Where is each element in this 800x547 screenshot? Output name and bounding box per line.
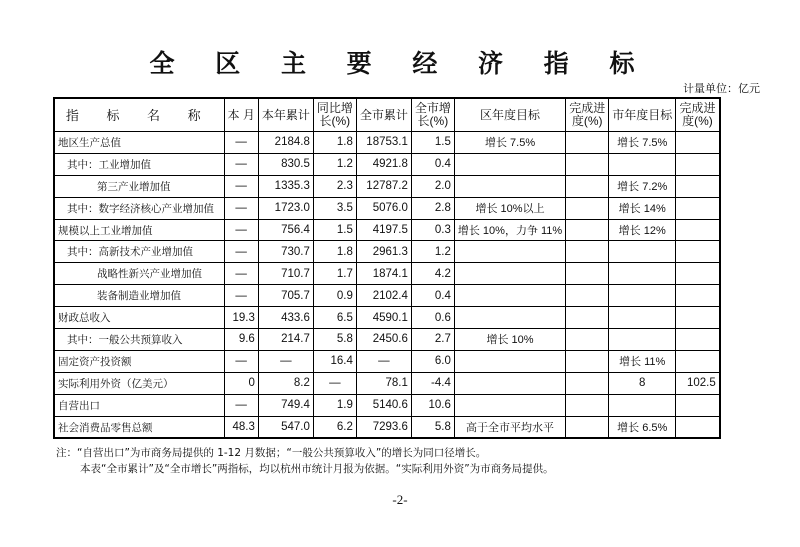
table-row — [54, 285, 720, 307]
cell-city-progress — [676, 285, 720, 307]
note-line: 注：“自营出口”为市商务局提供的 1-12 月数据；“一般公共预算收入”的增长为同口径增长。 — [56, 447, 487, 459]
cell-yoy: 5.8 — [313, 329, 356, 351]
cell-city-target: 增长 6.5% — [609, 416, 676, 438]
page-number: -2- — [392, 492, 408, 507]
cell-district-target — [454, 241, 565, 263]
cell-city-growth: 2.8 — [411, 197, 454, 219]
cell-month: 0 — [224, 372, 258, 394]
cell-district-progress — [566, 175, 609, 197]
cell-month: 19.3 — [224, 307, 258, 329]
cell-city-target: 增长 7.2% — [609, 175, 676, 197]
cell-name: 其中：高新技术产业增加值 — [54, 241, 224, 263]
cell-ytd: 214.7 — [258, 329, 313, 351]
header-month: 本 月 — [224, 98, 258, 132]
cell-ytd: 1723.0 — [258, 197, 313, 219]
cell-city-growth: 5.8 — [411, 416, 454, 438]
cell-district-target: 高于全市平均水平 — [454, 416, 565, 438]
cell-city-growth: 4.2 — [411, 263, 454, 285]
cell-city-target: 增长 12% — [609, 219, 676, 241]
cell-month: — — [224, 263, 258, 285]
cell-city-ytd: 4921.8 — [356, 153, 411, 175]
header-district-target: 区年度目标 — [454, 98, 565, 132]
cell-district-target: 增长 10% — [454, 329, 565, 351]
cell-city-progress — [676, 241, 720, 263]
cell-yoy: 2.3 — [313, 175, 356, 197]
cell-name: 其中：工业增加值 — [54, 153, 224, 175]
cell-name: 社会消费品零售总额 — [54, 416, 224, 438]
cell-ytd: 1335.3 — [258, 175, 313, 197]
header-ytd: 本年累计 — [258, 98, 313, 132]
cell-city-progress — [676, 263, 720, 285]
cell-city-ytd: 78.1 — [356, 372, 411, 394]
cell-district-progress — [566, 153, 609, 175]
cell-city-target — [609, 241, 676, 263]
cell-yoy: 1.5 — [313, 219, 356, 241]
cell-district-target — [454, 372, 565, 394]
cell-city-progress — [676, 329, 720, 351]
cell-city-ytd: 12787.2 — [356, 175, 411, 197]
cell-name: 装备制造业增加值 — [54, 285, 224, 307]
cell-city-progress — [676, 153, 720, 175]
cell-city-ytd: 2102.4 — [356, 285, 411, 307]
header-city-target: 市年度目标 — [609, 98, 676, 132]
cell-ytd: 730.7 — [258, 241, 313, 263]
unit-label: 计量单位：亿元 — [683, 82, 760, 95]
cell-name: 战略性新兴产业增加值 — [54, 263, 224, 285]
table-row — [54, 241, 720, 263]
cell-district-progress — [566, 350, 609, 372]
cell-name: 第三产业增加值 — [54, 175, 224, 197]
cell-city-target — [609, 394, 676, 416]
cell-month: — — [224, 175, 258, 197]
table-row — [54, 197, 720, 219]
cell-city-target: 增长 11% — [609, 350, 676, 372]
cell-city-growth: 0.3 — [411, 219, 454, 241]
cell-city-progress — [676, 416, 720, 438]
cell-month: — — [224, 241, 258, 263]
cell-name: 实际利用外资（亿美元） — [54, 372, 224, 394]
cell-yoy: 16.4 — [313, 350, 356, 372]
cell-yoy: 6.5 — [313, 307, 356, 329]
cell-district-target — [454, 394, 565, 416]
cell-ytd: 756.4 — [258, 219, 313, 241]
cell-name: 固定资产投资额 — [54, 350, 224, 372]
cell-month: — — [224, 132, 258, 154]
cell-city-progress — [676, 350, 720, 372]
page-title: 全 区 主 要 经 济 指 标 — [149, 49, 651, 78]
cell-city-target: 增长 7.5% — [609, 132, 676, 154]
cell-district-target — [454, 153, 565, 175]
cell-yoy: 1.7 — [313, 263, 356, 285]
table-row — [54, 263, 720, 285]
cell-city-ytd: 4590.1 — [356, 307, 411, 329]
header-city-ytd: 全市累计 — [356, 98, 411, 132]
cell-district-progress — [566, 132, 609, 154]
cell-city-progress — [676, 132, 720, 154]
table-row — [54, 394, 720, 416]
cell-district-target: 增长 7.5% — [454, 132, 565, 154]
cell-district-progress — [566, 285, 609, 307]
cell-name: 自营出口 — [54, 394, 224, 416]
cell-ytd: 547.0 — [258, 416, 313, 438]
cell-city-target — [609, 329, 676, 351]
cell-yoy: 1.9 — [313, 394, 356, 416]
cell-city-growth: 0.4 — [411, 153, 454, 175]
cell-city-progress: 102.5 — [676, 372, 720, 394]
cell-city-growth: 6.0 — [411, 350, 454, 372]
cell-district-progress — [566, 416, 609, 438]
cell-city-growth: 0.4 — [411, 285, 454, 307]
cell-yoy: 1.2 — [313, 153, 356, 175]
header-name: 指 标 名 称 — [54, 98, 224, 132]
cell-city-ytd: 18753.1 — [356, 132, 411, 154]
cell-city-ytd: 5076.0 — [356, 197, 411, 219]
cell-city-target — [609, 285, 676, 307]
table-row — [54, 372, 720, 394]
cell-district-progress — [566, 263, 609, 285]
cell-city-ytd: 1874.1 — [356, 263, 411, 285]
cell-district-target — [454, 263, 565, 285]
cell-yoy: 1.8 — [313, 132, 356, 154]
cell-city-target: 8 — [609, 372, 676, 394]
cell-district-target: 增长 10%，力争 11% — [454, 219, 565, 241]
cell-name: 其中：一般公共预算收入 — [54, 329, 224, 351]
cell-district-progress — [566, 197, 609, 219]
cell-city-growth: 2.7 — [411, 329, 454, 351]
cell-yoy: 6.2 — [313, 416, 356, 438]
cell-city-target — [609, 153, 676, 175]
economic-indicators-table — [53, 97, 721, 439]
cell-city-growth: 2.0 — [411, 175, 454, 197]
cell-city-growth: -4.4 — [411, 372, 454, 394]
table-row — [54, 307, 720, 329]
cell-ytd: 710.7 — [258, 263, 313, 285]
cell-ytd: 433.6 — [258, 307, 313, 329]
cell-name: 地区生产总值 — [54, 132, 224, 154]
cell-yoy: 0.9 — [313, 285, 356, 307]
cell-city-ytd: 4197.5 — [356, 219, 411, 241]
cell-month: 48.3 — [224, 416, 258, 438]
header-district-progress: 完成进度(%) — [566, 98, 609, 132]
cell-district-progress — [566, 329, 609, 351]
cell-district-progress — [566, 219, 609, 241]
cell-ytd: 749.4 — [258, 394, 313, 416]
cell-city-ytd: 5140.6 — [356, 394, 411, 416]
cell-city-target — [609, 263, 676, 285]
cell-month: 9.6 — [224, 329, 258, 351]
cell-district-target: 增长 10%以上 — [454, 197, 565, 219]
cell-city-progress — [676, 175, 720, 197]
cell-yoy: — — [313, 372, 356, 394]
cell-month: — — [224, 285, 258, 307]
table-row — [54, 132, 720, 154]
cell-yoy: 1.8 — [313, 241, 356, 263]
cell-district-progress — [566, 394, 609, 416]
cell-city-ytd: — — [356, 350, 411, 372]
cell-month: — — [224, 350, 258, 372]
cell-city-target — [609, 307, 676, 329]
cell-yoy: 3.5 — [313, 197, 356, 219]
cell-month: — — [224, 197, 258, 219]
cell-ytd: 8.2 — [258, 372, 313, 394]
cell-district-target — [454, 307, 565, 329]
cell-city-ytd: 2961.3 — [356, 241, 411, 263]
cell-city-growth: 10.6 — [411, 394, 454, 416]
cell-city-progress — [676, 219, 720, 241]
table-row — [54, 153, 720, 175]
cell-district-target — [454, 285, 565, 307]
table-row — [54, 350, 720, 372]
cell-city-target: 增长 14% — [609, 197, 676, 219]
cell-ytd: 830.5 — [258, 153, 313, 175]
table-row — [54, 219, 720, 241]
cell-month: — — [224, 394, 258, 416]
cell-district-target — [454, 350, 565, 372]
cell-district-target — [454, 175, 565, 197]
table-header-row — [54, 98, 720, 132]
cell-name: 其中：数字经济核心产业增加值 — [54, 197, 224, 219]
table-row — [54, 416, 720, 438]
cell-name: 规模以上工业增加值 — [54, 219, 224, 241]
cell-month: — — [224, 153, 258, 175]
cell-ytd: 705.7 — [258, 285, 313, 307]
cell-city-progress — [676, 394, 720, 416]
cell-city-growth: 1.2 — [411, 241, 454, 263]
cell-district-progress — [566, 241, 609, 263]
table-row — [54, 175, 720, 197]
cell-ytd: 2184.8 — [258, 132, 313, 154]
cell-name: 财政总收入 — [54, 307, 224, 329]
header-yoy: 同比增长(%) — [313, 98, 356, 132]
notes — [56, 445, 554, 477]
header-city-progress: 完成进度(%) — [676, 98, 720, 132]
cell-city-ytd: 2450.6 — [356, 329, 411, 351]
cell-city-growth: 0.6 — [411, 307, 454, 329]
cell-district-progress — [566, 372, 609, 394]
cell-ytd: — — [258, 350, 313, 372]
note-line: 本表“全市累计”及“全市增长”两指标，均以杭州市统计月报为依据。“实际利用外资”为市商务局提供。 — [80, 463, 554, 475]
header-city-growth: 全市增长(%) — [411, 98, 454, 132]
cell-district-progress — [566, 307, 609, 329]
cell-city-growth: 1.5 — [411, 132, 454, 154]
table-row — [54, 329, 720, 351]
cell-city-ytd: 7293.6 — [356, 416, 411, 438]
cell-city-progress — [676, 307, 720, 329]
cell-month: — — [224, 219, 258, 241]
cell-city-progress — [676, 197, 720, 219]
